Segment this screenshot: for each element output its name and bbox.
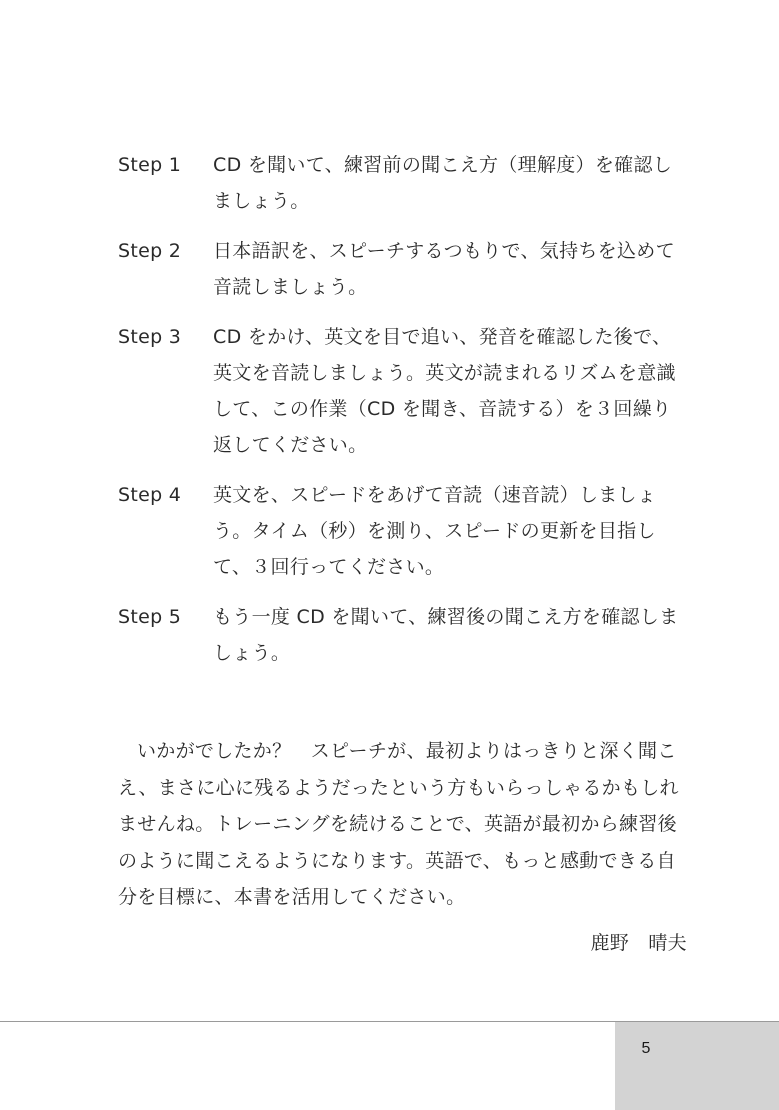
step-item [118, 233, 688, 305]
step-label: Step 2 [118, 240, 182, 262]
step-text: 英文を、スピードをあげて音読（速音読）しましょう。タイム（秒）を測り、スピードの更新を目指して、３回行ってください。 [213, 484, 657, 578]
closing-paragraph: いかがでしたか？ スピーチが、最初よりはっきりと深く聞こえ、まさに心に残るようだったという方もいらっしゃるかもしれませんね。トレーニングを続けることで、英語が最初から練習後のように聞こえるようになります。英語で、もっと感動できる自分を目標に、本書を活用してください。 [118, 740, 679, 908]
step-list [118, 147, 688, 671]
step-text: CD をかけ、英文を目で追い、発音を確認した後で、英文を音読しましょう。英文が読まれるリズムを意識して、この作業（CD を聞き、音読する）を３回繰り返してください。 [213, 326, 676, 456]
step-label: Step 4 [118, 484, 182, 506]
step-text: もう一度 CD を聞いて、練習後の聞こえ方を確認しましょう。 [213, 606, 679, 664]
step-item [118, 147, 688, 219]
step-label: Step 3 [118, 326, 182, 348]
step-text: 日本語訳を、スピーチするつもりで、気持ちを込めて音読しましょう。 [213, 240, 675, 298]
step-label: Step 5 [118, 606, 182, 628]
page-number-tab [615, 1022, 779, 1110]
step-item [118, 599, 688, 671]
author-name: 鹿野 晴夫 [590, 932, 687, 954]
step-item [118, 319, 688, 463]
step-item [118, 477, 688, 585]
step-label: Step 1 [118, 154, 182, 176]
page-number: 5 [641, 1040, 651, 1057]
step-text: CD を聞いて、練習前の聞こえ方（理解度）を確認しましょう。 [213, 154, 673, 212]
